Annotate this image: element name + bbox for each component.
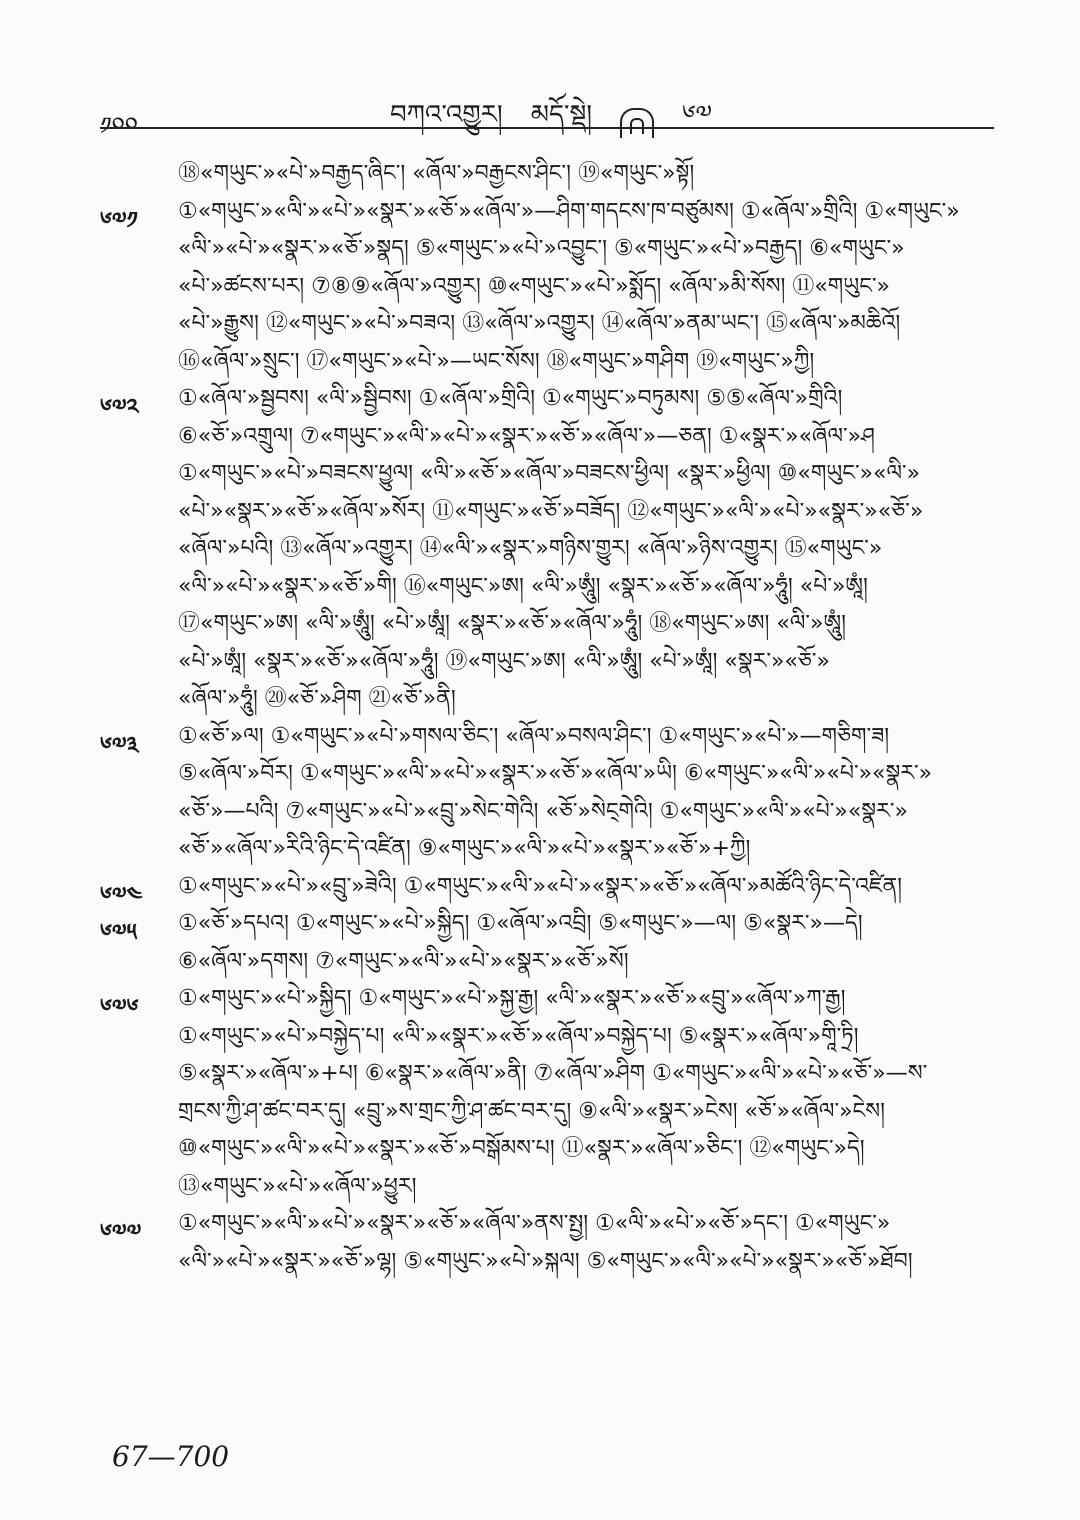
- note-entry: [100, 980, 1005, 1205]
- note-line: གྲངས་ཀྱི་ཤ་ཚང་བར་དུ། «བྲུ་»ས་གྲང་ཀྱི་ཤ་ཚང་བར་དུ། ⑨«ལི་»«སྣར་»ངེས། «ཅོ་»«ཞོལ་»ངེས།: [178, 1098, 885, 1124]
- note-entry: [100, 905, 1005, 980]
- entry-number: ༦༧༦: [100, 995, 139, 1021]
- note-line: ⑥«ཅོ་»འགྲུལ། ⑦«གཡུང་»«ལི་»«པེ་»«སྣར་»«ཅོ་»«ཞོལ་»—ཅན། ①«སྣར་»«ཞོལ་»ཤ: [178, 423, 875, 449]
- note-line: «པེ་»ཨཱཾ། «སྣར་»«ཅོ་»«ཞོལ་»ཧཱུཾ། ⑲«གཡུང་»ཨ། «ལི་»ཨཱུཾ། «པེ་»ཨཱཾ། «སྣར་»«ཅོ་»: [178, 648, 830, 674]
- note-entry: [100, 868, 1005, 909]
- note-line: ⑱«གཡུང་»«པེ་»བརྒྱད་ཞིང་། «ཞོལ་»བརྒྱངས་ཤིང་། ⑲«གཡུང་»སྟོ།: [178, 161, 695, 186]
- note-line: ⑯«ཞོལ་»སྲུང་། ⑰«གཡུང་»«པེ་»—ཡང་སོས། ⑱«གཡུང་»གཤིག ⑲«གཡུང་»ཀྱི།: [178, 348, 815, 374]
- volume-emblem-icon: [620, 108, 654, 138]
- note-line: «ཞོལ་»པའི། ⑬«ཞོལ་»འགྱུར། ⑭«ལི་»«སྣར་»གཉིས་གྱུར། «ཞོལ་»ཉིས་འགྱུར། ⑮«གཡུང་»: [178, 536, 883, 561]
- note-line: «པེ་»ཚངས་པར། ⑦⑧⑨«ཞོལ་»འགྱུར། ⑩«གཡུང་»«པེ་»སྨོད། «ཞོལ་»མི་སོས། ⑪«གཡུང་»: [178, 273, 891, 299]
- note-line: ①«གཡུང་»«པེ་»བསྐྱེད་པ། «ལི་»«སྣར་»«ཅོ་»«ཞོལ་»བསྐྱེད་པ། ⑤«སྣར་»«ཞོལ་»གཱི་ཏྲི།: [178, 1023, 859, 1049]
- note-line: «ལི་»«པེ་»«སྣར་»«ཅོ་»སྣད། ⑤«གཡུང་»«པེ་»འབྱུང་། ⑤«གཡུང་»«པེ་»བརྒྱད། ⑥«གཡུང་»: [178, 236, 905, 261]
- section-title: མདོ་སྡེ།: [530, 100, 592, 130]
- note-line: «ཞོལ་»ཧཱུཾ། ⑳«ཅོ་»ཤིག ㉑«ཅོ་»ནི།: [178, 686, 456, 711]
- note-entry: [100, 155, 1005, 193]
- entry-number: ༦༧༣: [100, 732, 139, 759]
- note-line: «ཅོ་»«ཞོལ་»རིའི་ཉིང་དེ་འཛིན། ⑨«གཡུང་»«ལི་»«པེ་»«སྣར་»«ཅོ་»+ཀྱི།: [178, 836, 751, 861]
- running-head: [390, 86, 712, 159]
- notes-body: [100, 155, 1005, 1280]
- note-line: ⑬«གཡུང་»«པེ་»«ཞོལ་»ཕྱུར།: [178, 1173, 417, 1199]
- collection-title: བཀའ་འགྱུར།: [390, 100, 503, 130]
- volume-number: ༦༧: [682, 100, 713, 130]
- note-line: ①«གཡུང་»«པེ་»སྐྱིད། ①«གཡུང་»«པེ་»སྐྱ་རྒྱ། «ལི་»«སྣར་»«ཅོ་»«བྲུ་»«ཞོལ་»ཀ་རྒྱ།: [178, 986, 846, 1011]
- entry-number: ༦༧༡: [100, 207, 138, 234]
- note-line: ⑰«གཡུང་»ཨ། «ལི་»ཨཱུཾ། «པེ་»ཨཱཾ། «སྣར་»«ཅོ་»«ཞོལ་»ཧཱུཾ། ⑱«གཡུང་»ཨ། «ལི་»ཨཱུཾ།: [178, 611, 846, 636]
- note-line: ①«ཅོ་»དཔའ། ①«གཡུང་»«པེ་»སྐྱིད། ①«ཞོལ་»འབྲི། ⑤«གཡུང་»—ལ། ⑤«སྣར་»—དེ།: [178, 911, 863, 936]
- entry-number: ༦༧༧: [100, 1220, 142, 1246]
- note-line: ⑤«ཞོལ་»བོར། ①«གཡུང་»«ལི་»«པེ་»«སྣར་»«ཅོ་»«ཞོལ་»ཡི། ⑥«གཡུང་»«ལི་»«པེ་»«སྣར་»: [178, 761, 933, 786]
- entry-number: ༦༧༢: [100, 395, 139, 421]
- note-line: ①«གཡུང་»«པེ་»བཟངས་ཕྱུལ། «ལི་»«ཅོ་»«ཞོལ་»བཟངས་ཕྱིལ། «སྣར་»ཕྱིལ། ⑩«གཡུང་»«ལི་»: [178, 461, 921, 486]
- note-line: ①«གཡུང་»«པེ་»«བྲུ་»ཟེའི། ①«གཡུང་»«ལི་»«པེ་»«སྣར་»«ཅོ་»«ཞོལ་»མཚོའི་ཉིང་དེ་འཛིན།: [178, 873, 903, 899]
- note-line: «པེ་»རྒྱུས། ⑫«གཡུང་»«པེ་»བཟའ། ⑬«ཞོལ་»འགྱུར། ⑭«ཞོལ་»ནམ་ཡང་། ⑮«ཞོལ་»མཆིའོ།: [178, 311, 901, 336]
- note-line: ⑤«སྣར་»«ཞོལ་»+པ། ⑥«སྣར་»«ཞོལ་»ནི། ⑦«ཞོལ་»ཤིག ①«གཡུང་»«ལི་»«པེ་»«ཅོ་»—ས་: [178, 1061, 928, 1086]
- note-line: ⑩«གཡུང་»«ལི་»«པེ་»«སྣར་»«ཅོ་»བསྒོམས་པ། ⑪«སྣར་»«ཞོལ་»ཅིང་། ⑫«གཡུང་»དེ།: [178, 1136, 865, 1161]
- note-entry: [100, 193, 1005, 381]
- note-entry: [100, 1205, 1005, 1280]
- page-number-top: ༡༠༠: [100, 112, 138, 140]
- header-rule: [100, 127, 994, 129]
- entry-number: ༦༧༥: [100, 920, 137, 946]
- note-line: «ལི་»«པེ་»«སྣར་»«ཅོ་»ལྷ། ⑤«གཡུང་»«པེ་»སྐལ། ⑤«གཡུང་»«ལི་»«པེ་»«སྣར་»«ཅོ་»ཐོབ།: [178, 1248, 913, 1274]
- note-line: ①«གཡུང་»«ལི་»«པེ་»«སྣར་»«ཅོ་»«ཞོལ་»ནས་སྤྱ། ①«ལི་»«པེ་»«ཅོ་»དང་། ①«གཡུང་»: [178, 1211, 891, 1236]
- note-line: «པེ་»«སྣར་»«ཅོ་»«ཞོལ་»སོར། ⑪«གཡུང་»«ཅོ་»བཟོད། ⑫«གཡུང་»«ལི་»«པེ་»«སྣར་»«ཅོ་»: [178, 498, 924, 524]
- note-line: ⑥«ཞོལ་»དགས། ⑦«གཡུང་»«ལི་»«པེ་»«སྣར་»«ཅོ་»སོ།: [178, 948, 629, 974]
- note-line: ①«ཅོ་»ལ། ①«གཡུང་»«པེ་»གསལ་ཅིང་། «ཞོལ་»བསལ་ཤིང་། ①«གཡུང་»«པེ་»—གཅིག་ཟ།: [178, 723, 890, 749]
- note-entry: [100, 380, 1005, 718]
- note-entry: [100, 718, 1005, 868]
- page-number-bottom: 67—700: [112, 1440, 230, 1473]
- note-line: «ཅོ་»—པའི། ⑦«གཡུང་»«པེ་»«བྲུ་»སེང་གེའི། «ཅོ་»སེང྄གེའི། ①«གཡུང་»«ལི་»«པེ་»«སྣར་»: [178, 798, 908, 824]
- note-line: ①«གཡུང་»«ལི་»«པེ་»«སྣར་»«ཅོ་»«ཞོལ་»—ཤིག་གདངས་ཁ་བཙུམས། ①«ཞོལ་»གྲིའི། ①«གཡུང་»: [178, 198, 960, 224]
- note-line: «ལི་»«པེ་»«སྣར་»«ཅོ་»གི། ⑯«གཡུང་»ཨ། «ལི་»ཨཱུཾ། «སྣར་»«ཅོ་»«ཞོལ་»ཧཱུཾ། «པེ་»ཨཱཾ།: [178, 573, 868, 599]
- note-line: ①«ཞོལ་»སྦྱབས། «ལི་»སྦྱིབས། ①«ཞོལ་»གྲིའི། ①«གཡུང་»བཏུམས། ⑤⑤«ཞོལ་»གྲིའི།: [178, 386, 843, 411]
- entry-number: ༦༧༤: [100, 882, 143, 909]
